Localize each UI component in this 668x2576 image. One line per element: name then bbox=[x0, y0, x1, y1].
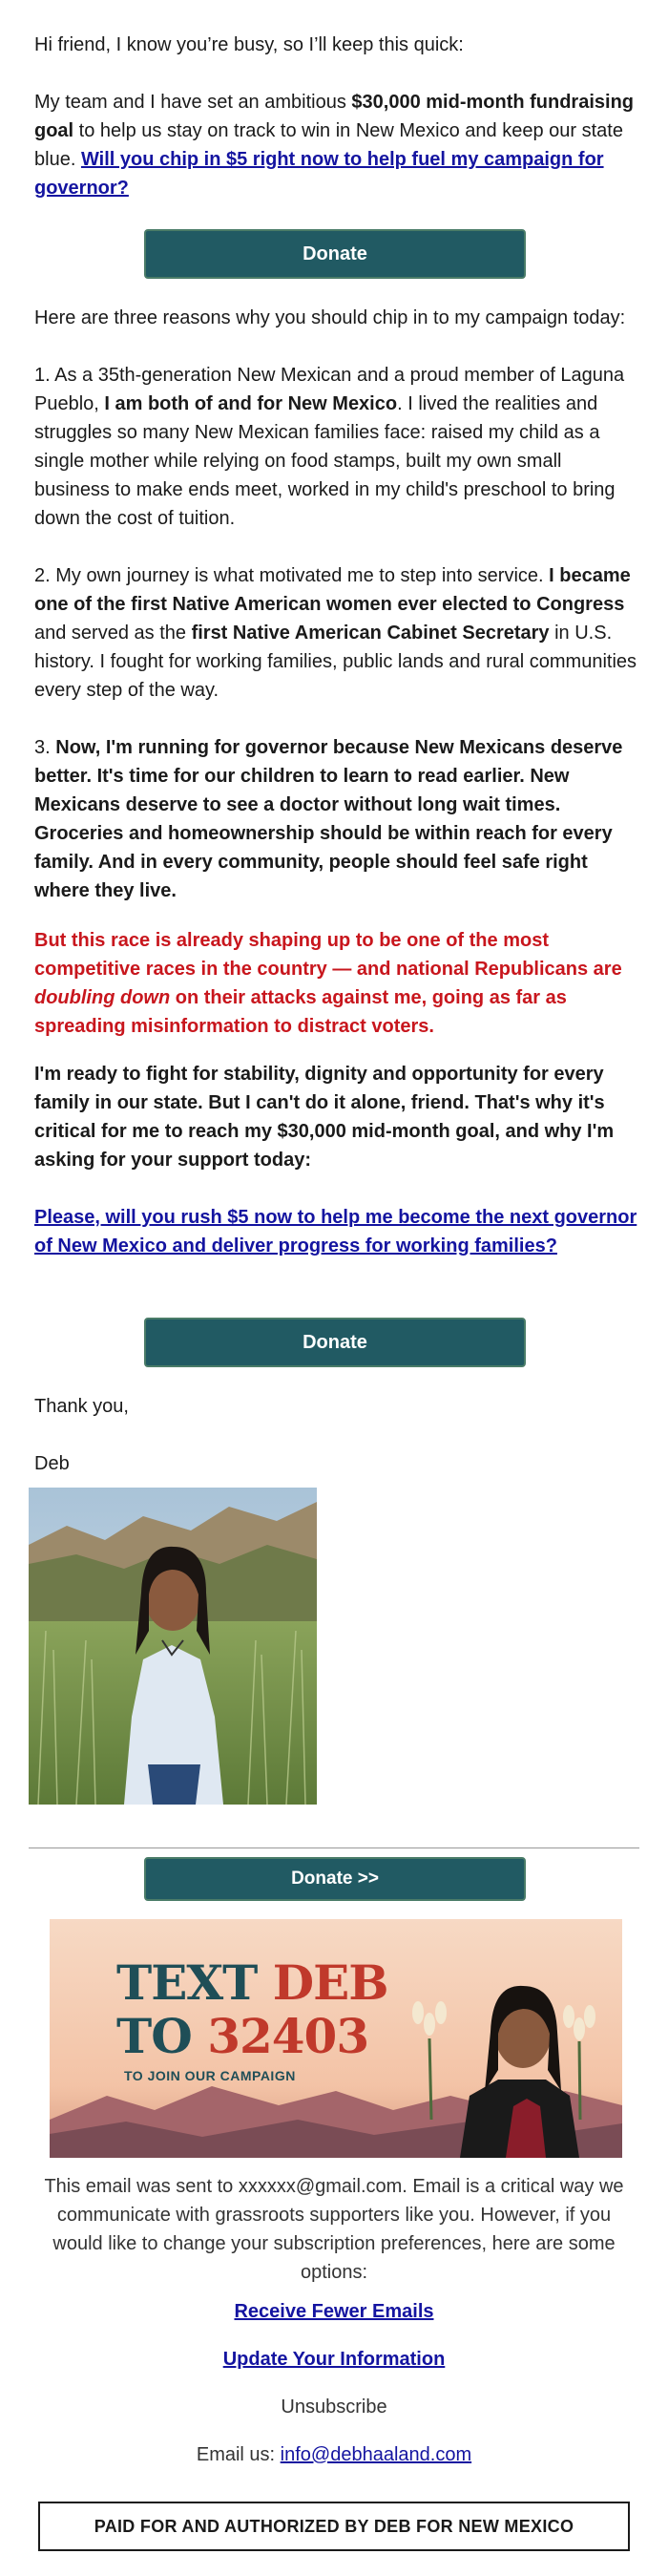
banner-line-1 bbox=[116, 1954, 388, 2011]
reason-3-bold: Now, I'm running for governor because New Mexicans deserve better. It's time for our children to learn to read earlier. New Mexicans deserve to see a doctor without long wait times. Groceries and homeownership should be within reach for every family. And in every community, people should feel safe right where they live. bbox=[34, 737, 623, 901]
reason-1-text-2: . I lived the realities and struggles so many New Mexican families face: raised my child as a single mother while relying on food stamps, built my own small business to make ends meet, worked in my child's preschool to bring down the cost of tuition. bbox=[34, 393, 616, 529]
email-us-line bbox=[0, 2444, 668, 2466]
donate-arrow-button[interactable]: Donate >> bbox=[144, 1857, 526, 1901]
reason-2-text-3: in U.S. history. I fought for working families, public lands and rural communities every step of the way. bbox=[34, 623, 637, 701]
banner-subline: TO JOIN OUR CAMPAIGN bbox=[124, 2068, 296, 2083]
intro-text-2: to help us stay on track to win in New Mexico and keep our state blue. bbox=[34, 120, 623, 170]
banner-text-word: TEXT bbox=[116, 1954, 258, 2011]
banner-to-word: TO bbox=[116, 2008, 192, 2064]
rush-donate-link[interactable]: Please, will you rush $5 now to help me become the next governor of New Mexico and deliver progress for working families? bbox=[34, 1207, 637, 1256]
reasons-intro: Here are three reasons why you should chip in to my campaign today: bbox=[34, 307, 626, 328]
banner-deb-word: DEB bbox=[272, 1954, 388, 2011]
reason-2-bold-1: I became one of the first Native American women ever elected to Congress bbox=[34, 565, 631, 615]
candidate-photo bbox=[29, 1488, 317, 1805]
intro-goal-bold: $30,000 mid-month fundraising goal bbox=[34, 92, 635, 141]
warning-paragraph bbox=[34, 926, 637, 1041]
reason-3-text-1: 3. bbox=[34, 737, 56, 758]
paid-for-disclaimer: PAID FOR AND AUTHORIZED BY DEB FOR NEW MEXICO bbox=[38, 2502, 630, 2551]
reason-2-text-1: 2. My own journey is what motivated me to step into service. bbox=[34, 565, 550, 586]
email-us-label: Email us: bbox=[196, 2444, 281, 2465]
unsubscribe-link[interactable]: Unsubscribe bbox=[281, 2397, 387, 2418]
banner-line-2 bbox=[116, 2008, 369, 2064]
banner-number: 32403 bbox=[207, 2008, 369, 2064]
reason-1-text-1: 1. As a 35th-generation New Mexican and a proud member of Laguna Pueblo, bbox=[34, 365, 625, 414]
warning-text-2: on their attacks against me, going as far as spreading misinformation to distract voters. bbox=[34, 987, 567, 1037]
intro-text-1: My team and I have set an ambitious bbox=[34, 92, 352, 113]
reason-2-bold-2: first Native American Cabinet Secretary bbox=[191, 623, 550, 644]
receive-fewer-emails-link[interactable]: Receive Fewer Emails bbox=[234, 2301, 434, 2322]
update-information-link[interactable]: Update Your Information bbox=[222, 2349, 446, 2370]
greeting: Hi friend, I know you’re busy, so I’ll keep this quick: bbox=[34, 34, 464, 55]
donate-button-1[interactable]: Donate bbox=[144, 229, 526, 279]
intro-paragraph bbox=[34, 88, 637, 202]
reason-1-bold: I am both of and for New Mexico bbox=[104, 393, 398, 414]
text-deb-banner[interactable] bbox=[50, 1919, 622, 2158]
rush-paragraph bbox=[34, 1203, 637, 1260]
email-us-address-link[interactable]: info@debhaaland.com bbox=[280, 2444, 472, 2465]
reason-3 bbox=[34, 733, 637, 905]
warning-text-1: But this race is already shaping up to be one of the most competitive races in the country — and national Republicans are bbox=[34, 930, 622, 980]
warning-italic: doubling down bbox=[34, 987, 171, 1008]
chip-in-link[interactable]: Will you chip in $5 right now to help fuel my campaign for governor? bbox=[34, 149, 604, 199]
support-paragraph: I'm ready to fight for stability, dignity and opportunity for every family in our state. But I can't do it alone, friend. That's why it's critical for me to reach my $30,000 mid-month goal, and why I'm asking for your support today: bbox=[34, 1064, 615, 1171]
thanks-text: Thank you, bbox=[34, 1396, 129, 1417]
reason-2 bbox=[34, 561, 637, 705]
signature: Deb bbox=[34, 1453, 70, 1474]
donate-button-2[interactable]: Donate bbox=[144, 1318, 526, 1367]
reason-1 bbox=[34, 361, 637, 533]
footer-notice: This email was sent to xxxxxx@gmail.com. Email is a critical way we communicate with grassroots supporters like you. However, if you would like to change your subscription preferences, here are some options: bbox=[44, 2176, 624, 2283]
reason-2-text-2: and served as the bbox=[34, 623, 192, 644]
